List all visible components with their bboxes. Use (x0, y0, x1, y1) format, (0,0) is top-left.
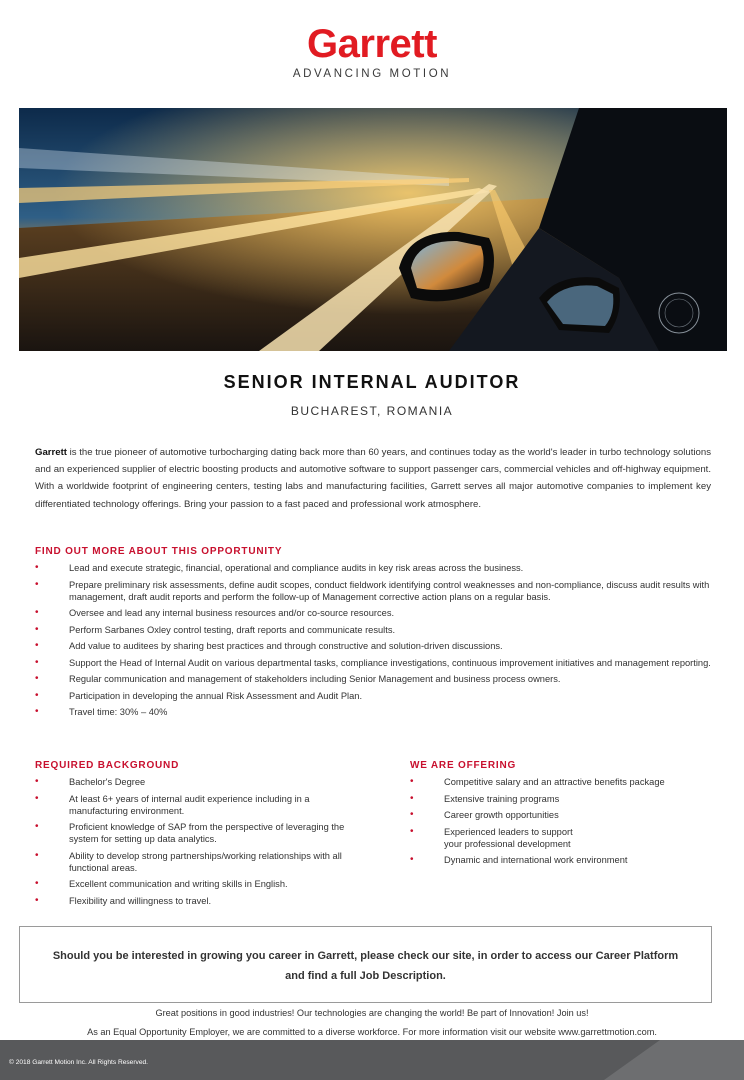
list-item: • Experienced leaders to support your professional development (410, 825, 573, 849)
copyright-notice: © 2018 Garrett Motion Inc. All Rights Reserved. (9, 1059, 148, 1066)
offering-heading: WE ARE OFFERING (410, 760, 517, 771)
background-heading: REQUIRED BACKGROUND (35, 760, 180, 771)
bullet-icon: • (35, 776, 39, 787)
bullet-icon: • (35, 623, 39, 635)
bullet-icon: • (35, 562, 39, 573)
list-item: • Oversee and lead any internal business resources and/or co-source resources. (35, 607, 395, 618)
list-item: • Travel time: 30% – 40% (35, 706, 168, 717)
list-item: • Perform Sarbanes Oxley control testing, draft reports and communicate results. (35, 623, 396, 635)
job-title: SENIOR INTERNAL AUDITOR (223, 372, 521, 392)
bullet-icon: • (35, 656, 39, 668)
list-item: • Ability to develop strong partnerships/working relationships with all functional areas. (35, 849, 342, 873)
bullet-icon: • (410, 854, 414, 865)
intro-lead: Garrett (35, 447, 67, 458)
list-item: • Prepare preliminary risk assessments, define audit scopes, conduct fieldwork identifying control weaknesses and non-compliance, discuss audit results with management, draft audit reports and perform the follow-up of Management corrective action plans on a regular basis. (35, 578, 710, 602)
footer-eeo-statement: As an Equal Opportunity Employer, we are committed to a diverse workforce. For more information visit our website www.garrettmotion.com. (87, 1027, 657, 1037)
intro-text: is the true pioneer of automotive turbocharging dating back more than 60 years, and continues today as the world's leader in turbo technology solutions and an experienced supplier of electric boosting products and automotive software to support passenger cars, commercial vehicles and off-highway equipment. With a worldwide footprint of engineering centers, testing labs and manufacturing facilities, Garrett serves all major automotive companies to implement key differentiated technology offerings. Bring your passion to a fast paced and professional work atmosphere. (35, 447, 711, 510)
bullet-icon: • (35, 878, 39, 889)
list-item: • Support the Head of Internal Audit on various departmental tasks, compliance investigations, continuous improvement initiatives and management reporting. (35, 656, 711, 668)
logo-wordmark: Garrett (307, 22, 437, 66)
list-item: • Bachelor's Degree (35, 776, 146, 787)
garrett-logo (0, 22, 744, 81)
list-item: • Competitive salary and an attractive benefits package (410, 776, 665, 787)
bullet-icon: • (410, 825, 414, 837)
cta-text: Should you be interested in growing you career in Garrett, please check our site, in order to access our Career Platform and find a full Job Description. (52, 950, 679, 982)
bullet-icon: • (35, 673, 39, 684)
career-cta-box (19, 926, 712, 1003)
bullet-icon: • (35, 578, 39, 590)
offering-list (410, 776, 710, 871)
job-location: BUCHAREST, ROMANIA (290, 404, 454, 418)
footer-accent-shape (604, 1040, 744, 1080)
bullet-icon: • (410, 776, 414, 787)
bullet-icon: • (35, 792, 39, 804)
list-item: • Add value to auditees by sharing best practices and through constructive and solution-driven discussions. (35, 640, 503, 651)
intro-paragraph (35, 444, 711, 513)
list-item: • Proficient knowledge of SAP from the perspective of leveraging the system for setting up data analytics. (35, 821, 345, 844)
opportunity-list (35, 562, 715, 723)
list-item: • Excellent communication and writing skills in English. (35, 878, 288, 889)
car-driving-road-photo-icon (19, 108, 727, 351)
background-list (35, 776, 355, 911)
hero-image (19, 108, 727, 351)
bullet-icon: • (35, 849, 39, 861)
list-item: • Participation in developing the annual Risk Assessment and Audit Plan. (35, 689, 363, 701)
bullet-icon: • (35, 689, 39, 701)
bullet-icon: • (35, 821, 39, 832)
bullet-icon: • (35, 894, 39, 906)
list-item: • Flexibility and willingness to travel. (35, 894, 212, 906)
list-item: • Extensive training programs (410, 792, 560, 804)
bullet-icon: • (35, 607, 39, 618)
list-item: • Lead and execute strategic, financial, operational and compliance audits in key risk areas across the business. (35, 562, 524, 573)
footer-slogan: Great positions in good industries! Our technologies are changing the world! Be part of Innovation! Join us! (155, 1008, 589, 1018)
bullet-icon: • (35, 640, 39, 651)
list-item: • Regular communication and management of stakeholders including Senior Management and business process owners. (35, 673, 561, 684)
list-item: • Career growth opportunities (410, 809, 559, 820)
bullet-icon: • (410, 792, 414, 804)
list-item: • Dynamic and international work environment (410, 854, 628, 865)
bullet-icon: • (410, 809, 414, 820)
list-item: • At least 6+ years of internal audit experience including in a manufacturing environment. (35, 792, 310, 816)
bullet-icon: • (35, 706, 39, 717)
opportunity-heading: FIND OUT MORE ABOUT THIS OPPORTUNITY (35, 546, 283, 557)
logo-tagline: ADVANCING MOTION (292, 68, 452, 80)
